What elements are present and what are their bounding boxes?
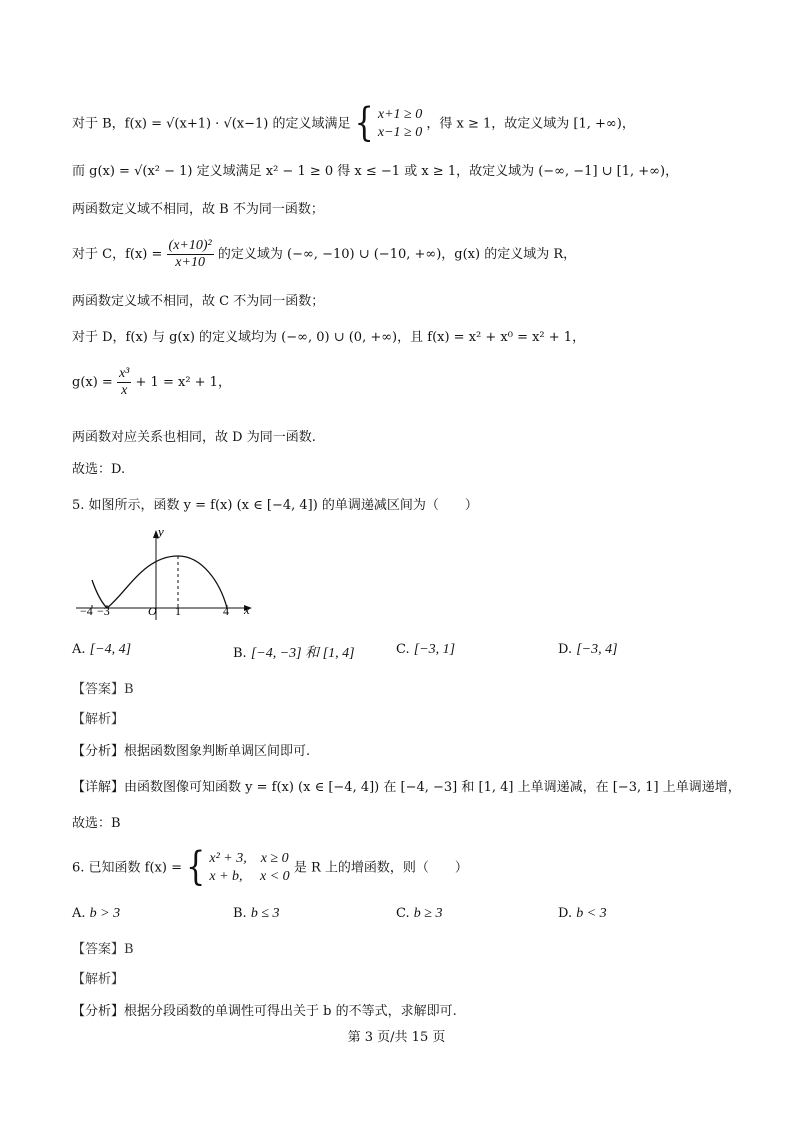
q6-option-a: A. b > 3 xyxy=(72,906,121,921)
piecewise-brace: { xyxy=(186,844,206,891)
option-b-domain-result: ，得 x ≥ 1，故定义域为 [1, +∞)， xyxy=(426,116,635,132)
q6-analysis-tag: 【解析】 xyxy=(72,972,125,987)
tick-label: −4 xyxy=(80,604,93,618)
option-d-head: g(x) = xyxy=(72,375,113,390)
inequality-1: x+1 ≥ 0 xyxy=(377,107,423,122)
q5-fenxi: 【分析】根据函数图象判断单调区间即可. xyxy=(72,744,311,759)
piecewise-cases xyxy=(209,850,289,886)
option-b-line-1 xyxy=(72,100,635,147)
fraction-numerator: (x+10)² xyxy=(168,238,212,253)
q5-analysis-tag: 【解析】 xyxy=(72,712,125,727)
tick-label: 4 xyxy=(223,604,229,618)
fraction-denominator: x+10 xyxy=(175,255,205,270)
q5-answer: 【答案】B xyxy=(72,682,134,697)
q5-option-c: C. [−3, 1] xyxy=(396,642,456,657)
option-d-line-1: 对于 D，f(x) 与 g(x) 的定义域均为 (−∞, 0) ∪ (0, +∞)，且 f(x) = x² + x⁰ = x² + 1， xyxy=(72,330,586,345)
inequality-system xyxy=(378,106,422,142)
fraction-denominator: x xyxy=(121,383,128,398)
q5-option-a: A. [−4, 4] xyxy=(72,642,132,657)
q6-fenxi: 【分析】根据分段函数的单调性可得出关于 b 的不等式，求解即可. xyxy=(72,1004,457,1019)
option-c-fraction xyxy=(167,238,214,271)
option-d-line-2 xyxy=(72,366,231,399)
tick-label: −3 xyxy=(97,604,110,618)
q5-select: 故选：B xyxy=(72,816,121,831)
option-b-line-2: 而 g(x) = √(x² − 1) 定义域满足 x² − 1 ≥ 0 得 x ≤ −1 或 x ≥ 1，故定义域为 (−∞, −1] ∪ [1, +∞)， xyxy=(72,164,679,179)
origin-label: O xyxy=(148,604,157,618)
q6-option-c: C. b ≥ 3 xyxy=(396,906,443,921)
q5-function-graph xyxy=(72,522,272,622)
option-c-conclusion: 两函数定义域不相同，故 C 不为同一函数； xyxy=(72,294,325,309)
option-b-domain-text: 对于 B，f(x) = √(x+1) · √(x−1) 的定义域满足 xyxy=(72,116,351,132)
q5-stem: 5. 如图所示，函数 y = f(x) (x ∈ [−4, 4]) 的单调递减区间为（ ） xyxy=(72,498,478,513)
option-c-line-1 xyxy=(72,238,576,271)
y-axis-label: y xyxy=(158,524,164,539)
piecewise-case-2: x + b, x < 0 xyxy=(209,869,290,884)
tick-label: 1 xyxy=(175,604,181,618)
x-axis-label: x xyxy=(244,602,250,617)
option-d-fraction xyxy=(117,366,131,399)
q6-stem xyxy=(72,844,468,891)
q6-option-b: B. b ≤ 3 xyxy=(233,906,280,921)
page-footer: 第 3 页/共 15 页 xyxy=(347,1030,446,1045)
q6-stem-tail: 是 R 上的增函数，则（ ） xyxy=(293,860,468,876)
system-brace: { xyxy=(354,100,374,147)
q4-selection: 故选：D. xyxy=(72,462,126,477)
option-d-tail: + 1 = x² + 1， xyxy=(135,375,231,390)
q6-answer: 【答案】B xyxy=(72,942,134,957)
option-b-conclusion: 两函数定义域不相同，故 B 不为同一函数； xyxy=(72,202,324,217)
option-c-head: 对于 C，f(x) = xyxy=(72,247,163,262)
inequality-2: x−1 ≥ 0 xyxy=(377,125,423,140)
piecewise-case-1: x² + 3, x ≥ 0 xyxy=(209,851,289,866)
option-d-conclusion: 两函数对应关系也相同，故 D 为同一函数. xyxy=(72,430,316,445)
q6-option-d: D. b < 3 xyxy=(558,906,607,921)
function-curve xyxy=(92,556,227,608)
fraction-numerator: x³ xyxy=(118,366,130,381)
option-c-tail: 的定义域为 (−∞, −10) ∪ (−10, +∞)，g(x) 的定义域为 R， xyxy=(217,247,577,262)
q6-stem-head: 6. 已知函数 f(x) = xyxy=(72,860,182,876)
q5-option-b: B. [−4, −3] 和 [1, 4] xyxy=(233,646,355,661)
q5-option-d: D. [−3, 4] xyxy=(558,642,618,657)
q5-detail: 【详解】由函数图像可知函数 y = f(x) (x ∈ [−4, 4]) 在 [−4, −3] 和 [1, 4] 上单调递减，在 [−3, 1] 上单调递增， xyxy=(72,780,741,795)
